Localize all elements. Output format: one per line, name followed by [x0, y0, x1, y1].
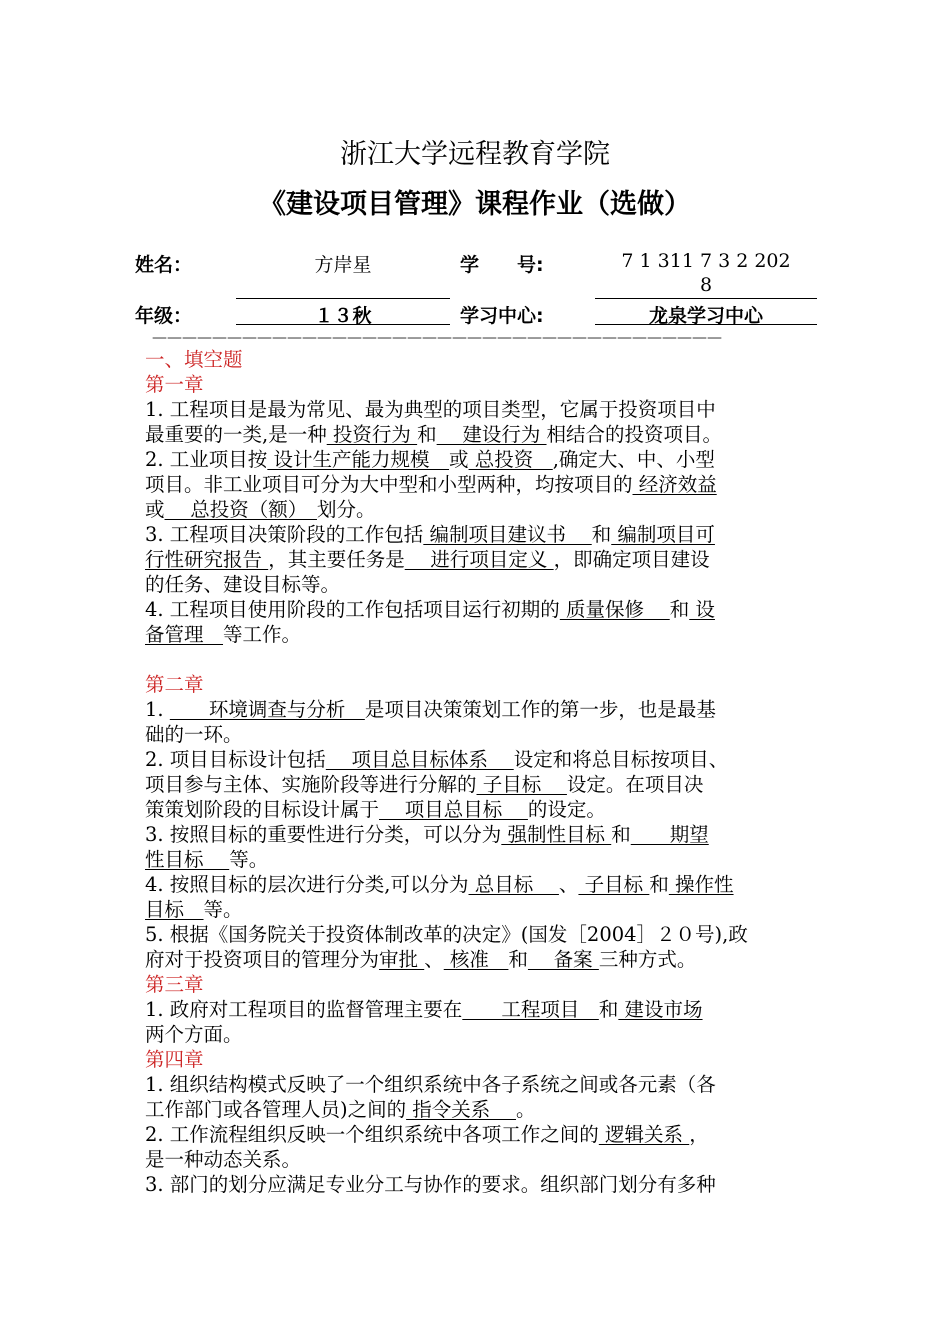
ch1-line — [145, 447, 810, 472]
text: 项目。非工业项目可分为大中型和小型两种，均按项目的 — [145, 473, 633, 496]
answer-blank: 子目标 — [476, 773, 567, 796]
text: 和 — [669, 598, 690, 621]
text: ，其主要任务是 — [268, 548, 405, 571]
text: 、 — [558, 873, 579, 896]
text: 4. 按照目标的层次进行分类,可以分为 — [145, 873, 469, 896]
chapter-4-title: 第四章 — [145, 1048, 204, 1071]
text: 或 — [145, 498, 165, 521]
answer-blank: 投资行为 — [326, 423, 418, 446]
school-title: 浙江大学远程教育学院 — [340, 139, 610, 170]
grade-underline — [236, 324, 450, 325]
center-underline — [595, 324, 817, 325]
ch3-line: 两个方面。 — [145, 1023, 243, 1046]
text: 。 — [516, 1098, 536, 1121]
course-title: 《建设项目管理》课程作业（选做） — [259, 189, 691, 220]
text: 和 — [591, 523, 612, 546]
answer-blank: 操作性 — [668, 873, 734, 896]
text: 策策划阶段的目标设计属于 — [145, 798, 380, 821]
ch4-line: 1. 组织结构模式反映了一个组织系统中各子系统之间或各元素（各 — [145, 1073, 716, 1096]
text: 工作部门或各管理人员)之间的 — [145, 1098, 407, 1121]
text: 的设定。 — [527, 798, 606, 821]
grade-label: 年级： — [135, 305, 193, 327]
text: 和 — [611, 823, 631, 846]
text: 府对于投资项目的管理分为 — [145, 948, 380, 971]
text: 和 — [417, 423, 437, 446]
assignment-content — [145, 347, 810, 1197]
id-value-line1: 7 1 311 7 3 2 202 — [621, 250, 791, 272]
ch1-line: 1. 工程项目是最为常见、最为典型的项目类型，它属于投资项目中 — [145, 398, 716, 421]
answer-blank: 编制项目可 — [611, 523, 715, 546]
text: 等工作。 — [223, 623, 302, 646]
text: 2. 工业项目按 — [145, 448, 268, 471]
answer-blank: 备管理 — [145, 623, 224, 646]
ch2-line: 础的一环。 — [145, 723, 243, 746]
answer-blank: 期望 — [630, 823, 709, 846]
ch1-line — [145, 622, 810, 647]
text: 三种方式。 — [598, 948, 697, 971]
text: 相结合的投资项目。 — [546, 423, 723, 446]
answer-blank: 指令关系 — [406, 1098, 517, 1121]
text: 最重要的一类,是一种 — [145, 423, 327, 446]
answer-blank: 设 — [689, 598, 715, 621]
answer-blank: 项目总目标 — [379, 798, 528, 821]
answer-blank: 总投资 — [468, 448, 553, 471]
ch2-line: 5. 根据《国务院关于投资体制改革的决定》(国发［2004］２０号),政 — [145, 923, 748, 946]
name-label: 姓名： — [135, 254, 193, 276]
ch1-line: 的任务、建设目标等。 — [145, 573, 341, 596]
chapter-1-title: 第一章 — [145, 373, 204, 396]
text: ，即确定项目建设 — [553, 548, 710, 571]
ch1-line — [145, 472, 810, 497]
ch1-line — [145, 597, 810, 622]
ch1-line — [145, 497, 810, 522]
answer-blank: 目标 — [145, 898, 204, 921]
text: 项目参与主体、实施阶段等进行分解的 — [145, 773, 477, 796]
chapter-2-title: 第二章 — [145, 673, 204, 696]
ch2-line — [145, 797, 810, 822]
text: ， — [689, 1123, 709, 1146]
answer-blank: 审批 — [379, 948, 425, 971]
ch2-line — [145, 872, 810, 897]
answer-blank: 核准 — [443, 948, 509, 971]
text: 和 — [649, 873, 669, 896]
text: 设定和将总目标按项目、 — [513, 748, 729, 771]
answer-blank: 逻辑关系 — [598, 1123, 690, 1146]
text: 2. 工作流程组织反映一个组织系统中各项工作之间的 — [145, 1123, 599, 1146]
id-underline — [595, 298, 817, 299]
ch1-line — [145, 522, 810, 547]
answer-blank: 设计生产能力规模 — [267, 448, 450, 471]
center-value: 龙泉学习中心 — [648, 305, 763, 327]
answer-blank: 总目标 — [468, 873, 559, 896]
text: 等。 — [203, 898, 243, 921]
answer-blank: 强制性目标 — [501, 823, 612, 846]
answer-blank: 建设市场 — [618, 998, 703, 1021]
text: 3. 按照目标的重要性进行分类，可以分为 — [145, 823, 502, 846]
answer-blank: 备案 — [527, 948, 599, 971]
text: ,确定大、中、小型 — [552, 448, 715, 471]
id-value-line2: 8 — [699, 274, 713, 296]
answer-blank: 总投资（额） — [164, 498, 317, 521]
answer-blank: 质量保修 — [559, 598, 670, 621]
answer-blank: 子目标 — [578, 873, 650, 896]
answer-blank: 进行项目定义 — [404, 548, 554, 571]
text: 1. — [145, 698, 170, 721]
ch1-line — [145, 422, 810, 447]
answer-blank: 编制项目建议书 — [423, 523, 592, 546]
chapter-3-title: 第三章 — [145, 973, 204, 996]
ch4-line — [145, 1122, 810, 1147]
ch2-line — [145, 822, 810, 847]
answer-blank: 性目标 — [145, 848, 230, 871]
text: 等。 — [229, 848, 269, 871]
ch2-line — [145, 697, 810, 722]
text: 或 — [449, 448, 469, 471]
text: 和 — [508, 948, 528, 971]
text: 3. 工程项目决策阶段的工作包括 — [145, 523, 424, 546]
text: 1. 政府对工程项目的监督管理主要在 — [145, 998, 463, 1021]
name-value: 方岸星 — [314, 254, 372, 276]
ch3-line — [145, 997, 810, 1022]
ch2-line — [145, 772, 810, 797]
answer-blank: 项目总目标体系 — [325, 748, 514, 771]
section-title: 一、填空题 — [145, 348, 243, 371]
ch1-line — [145, 547, 810, 572]
text: 和 — [598, 998, 619, 1021]
center-label: 学习中心: — [460, 305, 544, 327]
answer-blank: 工程项目 — [462, 998, 599, 1021]
text: 设定。在项目决 — [566, 773, 704, 796]
ch4-line: 3. 部门的划分应满足专业分工与协作的要求。组织部门划分有多种 — [145, 1173, 716, 1196]
answer-blank: 行性研究报告 — [145, 548, 269, 571]
answer-blank: 环境调查与分析 — [169, 698, 365, 721]
ch2-line — [145, 847, 810, 872]
ch2-line — [145, 947, 810, 972]
blank-line — [145, 647, 810, 672]
ch2-line — [145, 897, 810, 922]
text: 4. 工程项目使用阶段的工作包括项目运行初期的 — [145, 598, 560, 621]
text: 2. 项目目标设计包括 — [145, 748, 326, 771]
text: 划分。 — [316, 498, 376, 521]
text: 、 — [424, 948, 444, 971]
ch4-line: 是一种动态关系。 — [145, 1148, 302, 1171]
grade-value: １３秋 — [314, 305, 372, 327]
text: 是项目决策策划工作的第一步，也是最基 — [364, 698, 716, 721]
ch4-line — [145, 1097, 810, 1122]
name-underline — [236, 298, 450, 299]
ch2-line — [145, 747, 810, 772]
separator-rule: —————————————————————————————————————— — [152, 328, 722, 346]
answer-blank: 建设行为 — [436, 423, 547, 446]
id-label: 学 号: — [460, 254, 544, 276]
answer-blank: 经济效益 — [632, 473, 717, 496]
